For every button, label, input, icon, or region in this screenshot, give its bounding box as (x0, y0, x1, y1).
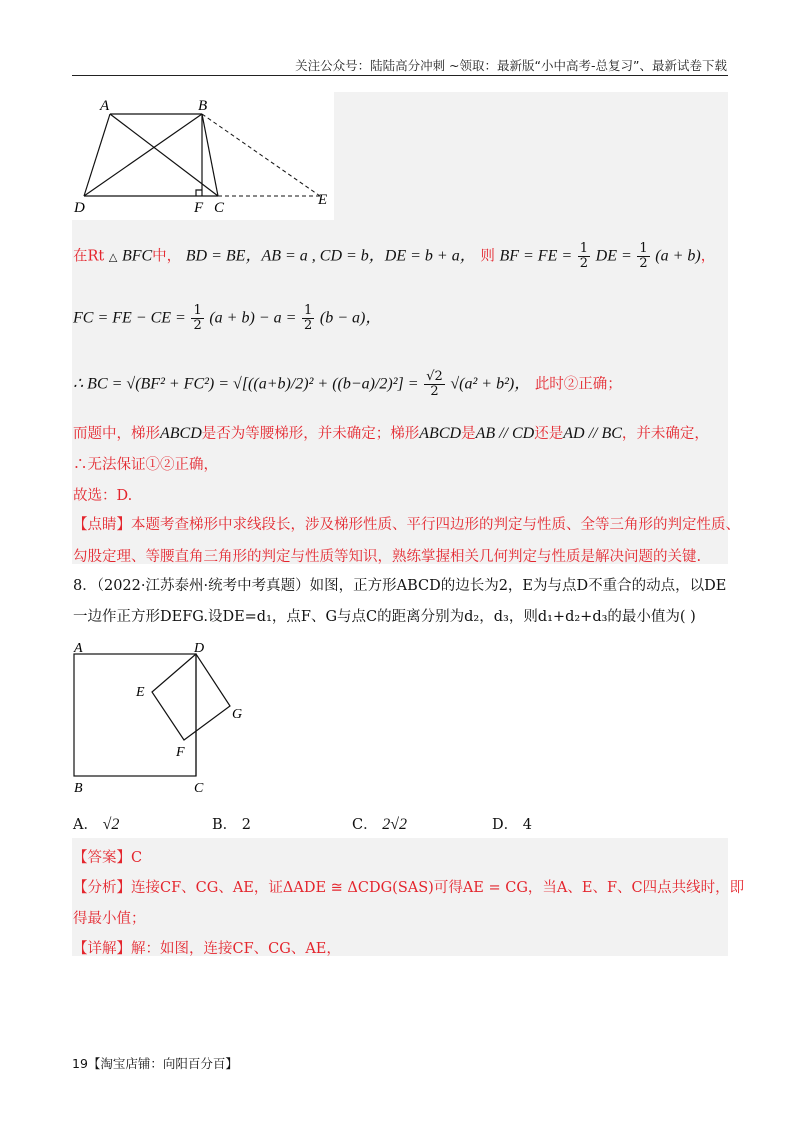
solution-line-1: 在Rt △ BFC中， BD = BE，AB = a , CD = b，DE = b + a， 则 BF = FE = $\frac{1}{2}$ DE = $\frac{1}{2}$ (a + b)， (73, 241, 716, 271)
solution-line-2: FC = FE − CE = $\frac{1}{2}$ (a + b) − a = $\frac{1}{2}$ (b − a)， (73, 303, 382, 333)
label-c: C (214, 200, 225, 216)
square-figure (70, 640, 255, 800)
shop-name: 【淘宝店铺：向阳百分百】 (87, 1056, 238, 1071)
analysis-tag: 【分析】 (73, 880, 131, 896)
fraction-half: $\frac{1}{2}$ (639, 241, 648, 271)
solution-line-4: 而题中，梯形ABCD是否为等腰梯形，并未确定；梯形ABCD是AB // CD还是AD // BC，并未确定， (73, 425, 709, 442)
label-e: E (318, 192, 328, 208)
solution-line-3: ∴ BC = √(BF² + FC²) = √[((a+b)/2)² + ((b−a)/2)²] = $\frac{√2}{2}$ √(a² + b²)， 此时②正确； (73, 369, 622, 399)
analysis-line-1: 【分析】连接CF、CG、AE，证ΔADE ≅ ΔCDG(SAS)可得AE = CG，当A、E、F、C四点共线时，即 (73, 880, 745, 896)
trapezoid-figure (72, 92, 334, 220)
label-c: C (194, 781, 204, 796)
fraction-half: $\frac{1}{2}$ (193, 303, 202, 333)
label-d: D (194, 641, 205, 656)
comment-line-2: 勾股定理、等腰直角三角形的判定与性质等知识，熟练掌握相关几何判定与性质是解决问题的关键. (73, 549, 702, 565)
question-8-line-2: 一边作正方形DEFG.设DE=d₁，点F、G与点C的距离分别为d₂，d₃，则d₁+d₂+d₃的最小值为( ) (73, 609, 696, 625)
label-a: A (74, 641, 83, 656)
solution-line-6: 故选：D. (73, 488, 133, 504)
analysis-line-2: 得最小值； (73, 911, 146, 927)
choice-c[interactable]: C． 2√2 (352, 816, 407, 833)
label-b: B (198, 98, 208, 114)
choice-d[interactable]: D． 4 (492, 817, 532, 833)
comment-tag: 【点睛】 (73, 517, 131, 533)
label-e: E (136, 685, 145, 700)
choice-a[interactable]: A． √2 (73, 816, 120, 833)
label-d: D (74, 200, 85, 216)
fraction-half: $\frac{1}{2}$ (303, 303, 313, 333)
header-divider (72, 75, 728, 76)
detail-line: 【详解】解：如图，连接CF、CG、AE， (73, 941, 341, 957)
answer-panel-1 (334, 92, 728, 220)
question-8-line-1: 8．（2022·江苏泰州·统考中考真题）如图，正方形ABCD的边长为2，E为与点D不重合的动点，以DE (73, 578, 727, 594)
answer-line (73, 846, 142, 867)
detail-tag: 【详解】 (73, 941, 131, 957)
label-a: A (100, 98, 110, 114)
fraction-root2-over-2: $\frac{√2}{2}$ (426, 369, 443, 399)
label-f: F (176, 745, 185, 760)
fraction-half: $\frac{1}{2}$ (579, 241, 589, 271)
solution-line-5: ∴无法保证①②正确， (73, 457, 218, 473)
answer-tag: 【答案】 (73, 850, 131, 866)
label-g: G (232, 707, 243, 722)
label-f: F (194, 200, 204, 216)
choice-b[interactable]: B． 2 (212, 817, 251, 833)
page-header: 关注公众号：陆陆高分冲刺 ~领取：最新版“小中高考-总复习”、最新试卷下载 (295, 58, 727, 73)
label-b: B (74, 781, 83, 796)
comment-line-1: 【点睛】本题考查梯形中求线段长，涉及梯形性质、平行四边形的判定与性质、全等三角形的判定性质、 (73, 517, 740, 533)
answer-value: C (131, 850, 143, 866)
page-footer (72, 1054, 238, 1072)
page-number: 19 (72, 1056, 88, 1071)
